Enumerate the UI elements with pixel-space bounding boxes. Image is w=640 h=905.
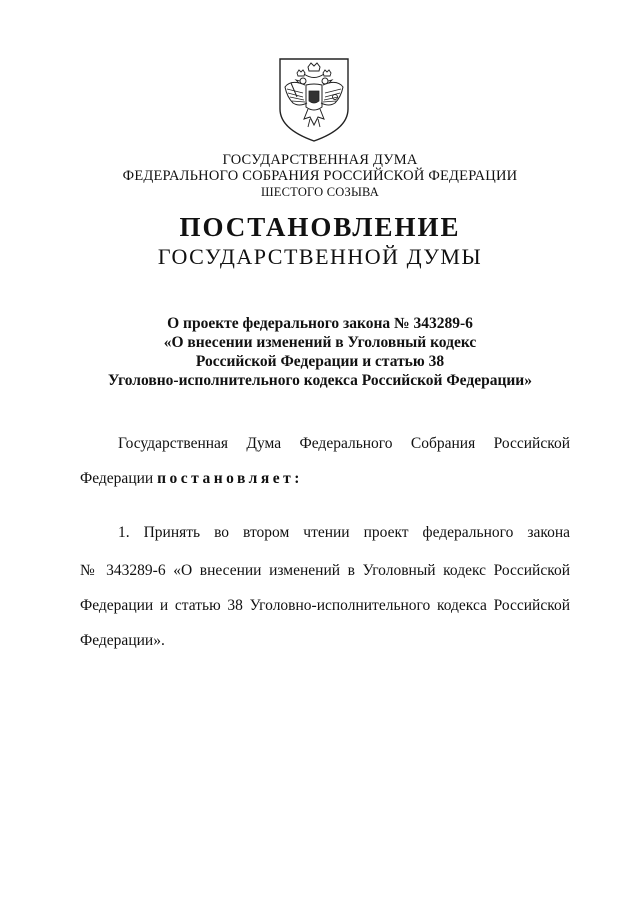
item-line: 1. Принять во втором чтении проект федерального закона — [118, 524, 570, 541]
resolution-verb: постановляет: — [157, 470, 303, 487]
item-line: Федерации». — [80, 632, 165, 649]
preamble-line: Государственная Дума Федерального Собрания Российской — [118, 435, 570, 452]
preamble-line — [80, 470, 570, 488]
document-issuer: ГОСУДАРСТВЕННОЙ ДУМЫ — [157, 244, 483, 269]
item-line: № 343289-6 «О внесении изменений в Уголовный кодекс Российской — [80, 562, 570, 579]
subject-line: Российской Федерации и статью 38 — [195, 353, 445, 370]
item-line: Федерации и статью 38 Уголовно-исполнительного кодекса Российской — [80, 597, 570, 614]
document-type-title: ПОСТАНОВЛЕНИЕ — [179, 212, 461, 242]
russian-coat-of-arms-icon — [277, 57, 351, 143]
subject-line: Уголовно-исполнительного кодекса Российской Федерации» — [108, 372, 532, 389]
header-duma: ГОСУДАРСТВЕННАЯ ДУМА — [222, 152, 418, 168]
subject-line: О проекте федерального закона № 343289-6 — [167, 315, 473, 332]
preamble-text: Федерации — [80, 470, 154, 487]
header-federal-assembly: ФЕДЕРАЛЬНОГО СОБРАНИЯ РОССИЙСКОЙ ФЕДЕРАЦИИ — [122, 168, 518, 184]
subject-line: «О внесении изменений в Уголовный кодекс — [163, 334, 477, 351]
header-convocation: ШЕСТОГО СОЗЫВА — [260, 185, 380, 199]
document-subject — [0, 314, 640, 390]
